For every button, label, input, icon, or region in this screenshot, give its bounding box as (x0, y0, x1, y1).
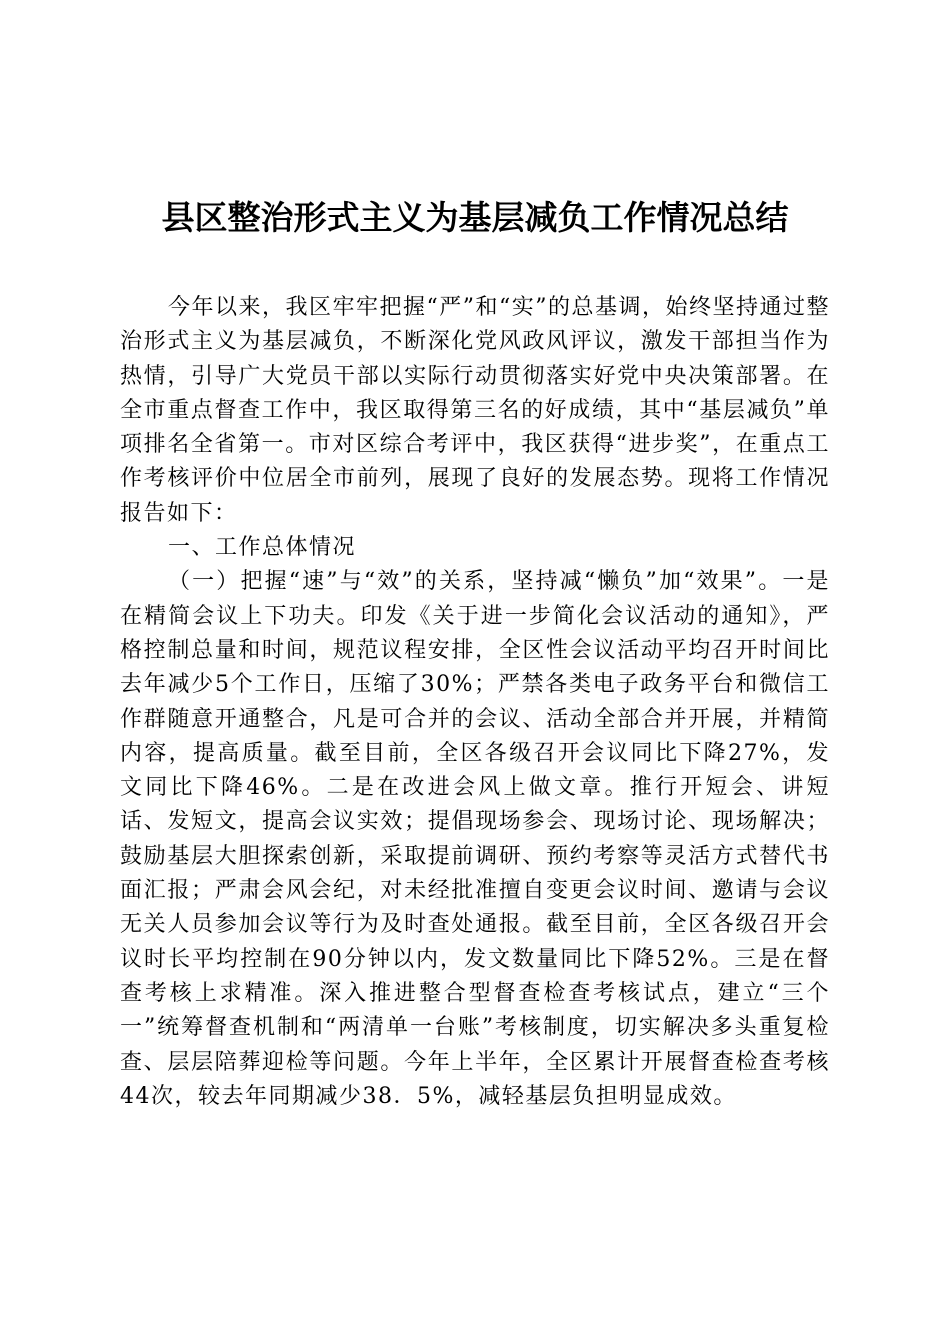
document-title: 县区整治形式主义为基层减负工作情况总结 (161, 198, 789, 237)
section-paragraph-speed-effect: （一）把握“速”与“效”的关系，坚持减“懒负”加“效果”。一是在精简会议上下功夫。印发《关于进一步简化会议活动的通知》，严格控制总量和时间，规范议程安排，全区性会议活动平均召开时间比去年减少5个工作日，压缩了30%；严禁各类电子政务平台和微信工作群随意开通整合，凡是可合并的会议、活动全部合并开展，并精简内容，提高质量。截至目前，全区各级召开会议同比下降27%，发文同比下降46%。二是在改进会风上做文章。推行开短会、讲短话、发短文，提高会议实效；提倡现场参会、现场讨论、现场解决；鼓励基层大胆探索创新，采取提前调研、预约考察等灵活方式替代书面汇报；严肃会风会纪，对未经批准擅自变更会议时间、邀请与会议无关人员参加会议等行为及时查处通报。截至目前，全区各级召开会议时长平均控制在90分钟以内，发文数量同比下降52%。三是在督查考核上求精准。深入推进整合型督查检查考核试点，建立“三个一”统筹督查机制和“两清单一台账”考核制度，切实解决多头重复检查、层层陪葬迎检等问题。今年上半年，全区累计开展督查检查考核44次，较去年同期减少38．5%，减轻基层负担明显成效。 (120, 569, 830, 1109)
section-heading-overall: 一、工作总体情况 (168, 535, 357, 561)
intro-paragraph: 今年以来，我区牢牢把握“严”和“实”的总基调，始终坚持通过整治形式主义为基层减负，不断深化党风政风评议，激发干部担当作为热情，引导广大党员干部以实际行动贯彻落实好党中央决策部署。在全市重点督查工作中，我区取得第三名的好成绩，其中“基层减负”单项排名全省第一。市对区综合考评中，我区获得“进步奖”，在重点工作考核评价中位居全市前列，展现了良好的发展态势。现将工作情况报告如下： (120, 295, 830, 526)
document-body (120, 291, 830, 1114)
